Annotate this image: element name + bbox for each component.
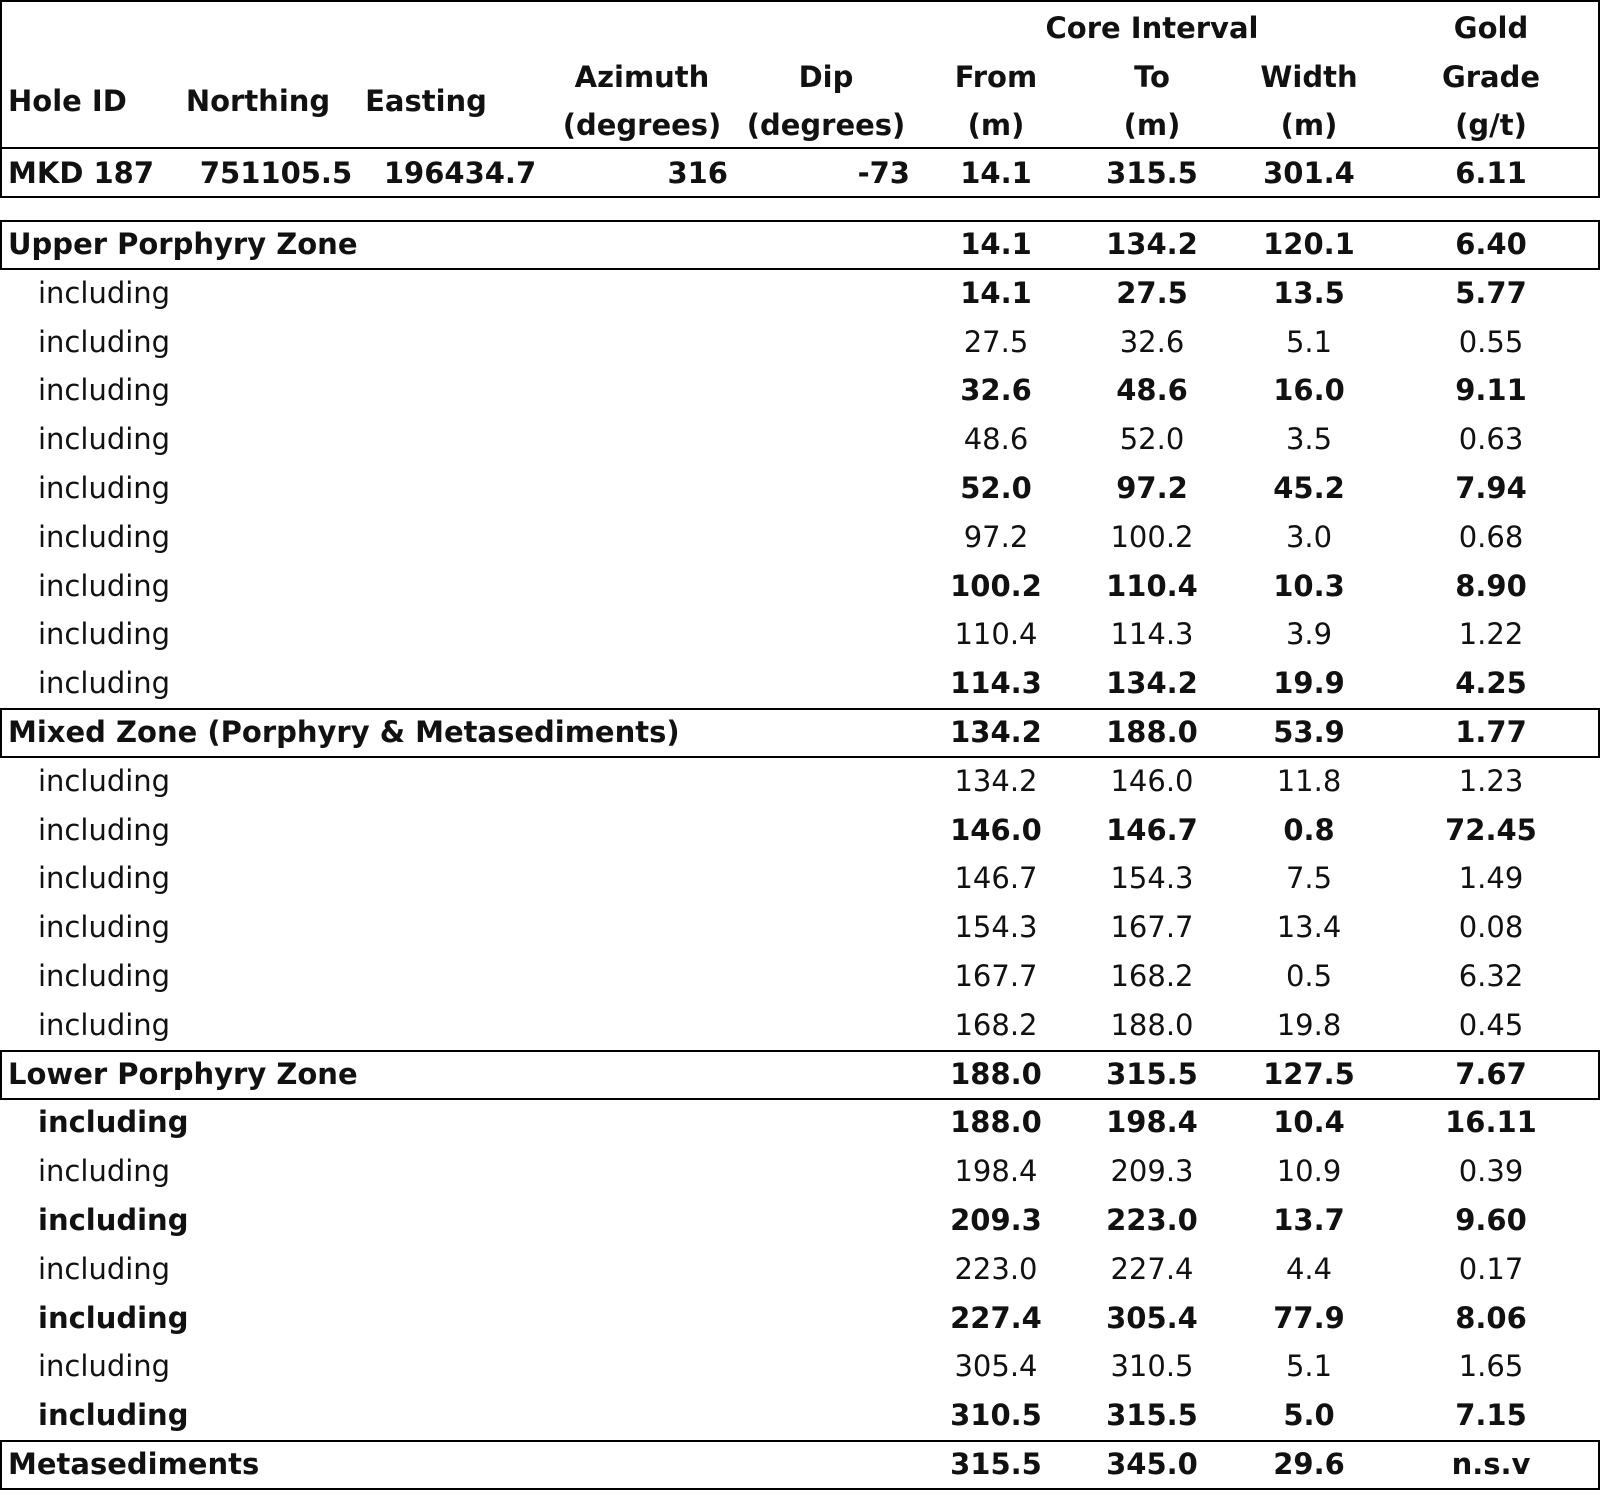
from-cell: 198.4 bbox=[954, 1154, 1038, 1188]
to-cell: 100.2 bbox=[1110, 520, 1194, 554]
grade-cell: 0.55 bbox=[1458, 325, 1524, 359]
grade-cell: 72.45 bbox=[1445, 813, 1537, 847]
grade-cell: 1.77 bbox=[1455, 715, 1527, 749]
from-cell: 14.1 bbox=[960, 227, 1032, 261]
width-cell: 29.6 bbox=[1273, 1447, 1345, 1481]
grade-cell: 5.77 bbox=[1455, 276, 1527, 310]
width-cell: 5.0 bbox=[1283, 1398, 1335, 1432]
header-hole-id: Hole ID bbox=[8, 84, 127, 118]
grade-cell: 0.08 bbox=[1458, 910, 1524, 944]
from-cell: 134.2 bbox=[954, 764, 1038, 798]
to-cell: 134.2 bbox=[1106, 227, 1198, 261]
hole-dip: -73 bbox=[857, 156, 910, 190]
grade-cell: 9.60 bbox=[1455, 1203, 1527, 1237]
hole-id: MKD 187 bbox=[8, 156, 155, 190]
including-label: including bbox=[38, 471, 171, 505]
width-cell: 53.9 bbox=[1273, 715, 1345, 749]
including-label: including bbox=[38, 1154, 171, 1188]
width-cell: 13.4 bbox=[1276, 910, 1342, 944]
to-cell: 188.0 bbox=[1106, 715, 1198, 749]
from-cell: 114.3 bbox=[950, 666, 1042, 700]
width-cell: 7.5 bbox=[1285, 861, 1333, 895]
grade-cell: 1.65 bbox=[1458, 1349, 1524, 1383]
hole-northing: 751105.5 bbox=[199, 156, 353, 190]
grade-cell: 1.23 bbox=[1458, 764, 1524, 798]
width-cell: 3.5 bbox=[1285, 422, 1333, 456]
width-cell: 3.0 bbox=[1285, 520, 1333, 554]
from-cell: 27.5 bbox=[963, 325, 1029, 359]
to-cell: 227.4 bbox=[1110, 1252, 1194, 1286]
from-cell: 209.3 bbox=[950, 1203, 1042, 1237]
to-cell: 209.3 bbox=[1110, 1154, 1194, 1188]
width-cell: 10.4 bbox=[1273, 1105, 1345, 1139]
to-cell: 168.2 bbox=[1110, 959, 1194, 993]
hole-from: 14.1 bbox=[960, 156, 1032, 190]
to-cell: 188.0 bbox=[1110, 1008, 1194, 1042]
grade-cell: 0.17 bbox=[1458, 1252, 1524, 1286]
from-cell: 167.7 bbox=[954, 959, 1038, 993]
width-cell: 10.9 bbox=[1276, 1154, 1342, 1188]
hole-grade: 6.11 bbox=[1455, 156, 1527, 190]
hole-easting: 196434.7 bbox=[383, 156, 537, 190]
to-cell: 154.3 bbox=[1110, 861, 1194, 895]
from-cell: 310.5 bbox=[950, 1398, 1042, 1432]
including-label: including bbox=[38, 1105, 189, 1139]
grade-cell: n.s.v bbox=[1451, 1447, 1531, 1481]
to-cell: 146.7 bbox=[1106, 813, 1198, 847]
width-cell: 4.4 bbox=[1285, 1252, 1333, 1286]
from-cell: 134.2 bbox=[950, 715, 1042, 749]
including-label: including bbox=[38, 617, 171, 651]
to-cell: 32.6 bbox=[1119, 325, 1185, 359]
to-cell: 114.3 bbox=[1110, 617, 1194, 651]
grade-cell: 9.11 bbox=[1455, 373, 1527, 407]
width-cell: 16.0 bbox=[1273, 373, 1345, 407]
from-cell: 48.6 bbox=[963, 422, 1029, 456]
zone-label: Lower Porphyry Zone bbox=[8, 1057, 358, 1091]
width-cell: 19.9 bbox=[1273, 666, 1345, 700]
width-cell: 5.1 bbox=[1285, 1349, 1333, 1383]
to-cell: 305.4 bbox=[1106, 1301, 1198, 1335]
width-cell: 45.2 bbox=[1273, 471, 1345, 505]
header-from: From bbox=[954, 60, 1038, 94]
header-dip-unit: (degrees) bbox=[746, 108, 906, 142]
to-cell: 97.2 bbox=[1116, 471, 1188, 505]
including-label: including bbox=[38, 1252, 171, 1286]
hole-azimuth: 316 bbox=[667, 156, 728, 190]
including-label: including bbox=[38, 959, 171, 993]
to-cell: 27.5 bbox=[1116, 276, 1188, 310]
header-from-unit: (m) bbox=[967, 108, 1025, 142]
including-label: including bbox=[38, 813, 171, 847]
header-easting: Easting bbox=[365, 84, 487, 118]
from-cell: 168.2 bbox=[954, 1008, 1038, 1042]
grade-cell: 8.90 bbox=[1455, 569, 1527, 603]
to-cell: 134.2 bbox=[1106, 666, 1198, 700]
grade-cell: 6.32 bbox=[1458, 959, 1524, 993]
including-label: including bbox=[38, 910, 171, 944]
to-cell: 167.7 bbox=[1110, 910, 1194, 944]
from-cell: 188.0 bbox=[950, 1057, 1042, 1091]
header-grade-unit: (g/t) bbox=[1455, 108, 1527, 142]
to-cell: 345.0 bbox=[1106, 1447, 1198, 1481]
hole-to: 315.5 bbox=[1106, 156, 1198, 190]
grade-cell: 1.49 bbox=[1458, 861, 1524, 895]
header-width-unit: (m) bbox=[1280, 108, 1338, 142]
from-cell: 14.1 bbox=[960, 276, 1032, 310]
grade-cell: 7.67 bbox=[1455, 1057, 1527, 1091]
to-cell: 223.0 bbox=[1106, 1203, 1198, 1237]
hole-width: 301.4 bbox=[1263, 156, 1355, 190]
width-cell: 19.8 bbox=[1276, 1008, 1342, 1042]
from-cell: 154.3 bbox=[954, 910, 1038, 944]
zone-label: Mixed Zone (Porphyry & Metasediments) bbox=[8, 715, 680, 749]
grade-cell: 8.06 bbox=[1455, 1301, 1527, 1335]
to-cell: 110.4 bbox=[1106, 569, 1198, 603]
from-cell: 146.0 bbox=[950, 813, 1042, 847]
grade-cell: 0.68 bbox=[1458, 520, 1524, 554]
from-cell: 146.7 bbox=[954, 861, 1038, 895]
including-label: including bbox=[38, 325, 171, 359]
including-label: including bbox=[38, 764, 171, 798]
including-label: including bbox=[38, 1008, 171, 1042]
grade-cell: 0.63 bbox=[1458, 422, 1524, 456]
header-grade: Grade bbox=[1441, 60, 1541, 94]
to-cell: 52.0 bbox=[1119, 422, 1185, 456]
from-cell: 315.5 bbox=[950, 1447, 1042, 1481]
grade-cell: 1.22 bbox=[1458, 617, 1524, 651]
grade-cell: 4.25 bbox=[1455, 666, 1527, 700]
zone-label: Metasediments bbox=[8, 1447, 260, 1481]
width-cell: 0.5 bbox=[1285, 959, 1333, 993]
from-cell: 227.4 bbox=[950, 1301, 1042, 1335]
to-cell: 315.5 bbox=[1106, 1057, 1198, 1091]
including-label: including bbox=[38, 276, 171, 310]
header-to-unit: (m) bbox=[1123, 108, 1181, 142]
from-cell: 100.2 bbox=[950, 569, 1042, 603]
width-cell: 77.9 bbox=[1273, 1301, 1345, 1335]
width-cell: 13.5 bbox=[1273, 276, 1345, 310]
header-gold: Gold bbox=[1453, 11, 1529, 45]
to-cell: 146.0 bbox=[1110, 764, 1194, 798]
from-cell: 305.4 bbox=[954, 1349, 1038, 1383]
width-cell: 11.8 bbox=[1276, 764, 1342, 798]
including-label: including bbox=[38, 1301, 189, 1335]
including-label: including bbox=[38, 666, 171, 700]
header-azimuth-unit: (degrees) bbox=[562, 108, 722, 142]
from-cell: 110.4 bbox=[954, 617, 1038, 651]
including-label: including bbox=[38, 1349, 171, 1383]
header-width: Width bbox=[1260, 60, 1358, 94]
from-cell: 52.0 bbox=[960, 471, 1032, 505]
including-label: including bbox=[38, 861, 171, 895]
width-cell: 10.3 bbox=[1273, 569, 1345, 603]
grade-cell: 0.45 bbox=[1458, 1008, 1524, 1042]
header-azimuth: Azimuth bbox=[574, 60, 710, 94]
header-northing: Northing bbox=[185, 84, 331, 118]
including-label: including bbox=[38, 1203, 189, 1237]
grade-cell: 6.40 bbox=[1455, 227, 1527, 261]
from-cell: 97.2 bbox=[963, 520, 1029, 554]
including-label: including bbox=[38, 1398, 189, 1432]
from-cell: 32.6 bbox=[960, 373, 1032, 407]
header-to: To bbox=[1134, 60, 1170, 94]
to-cell: 310.5 bbox=[1110, 1349, 1194, 1383]
to-cell: 48.6 bbox=[1116, 373, 1188, 407]
including-label: including bbox=[38, 520, 171, 554]
header-core-interval: Core Interval bbox=[1045, 11, 1259, 45]
width-cell: 13.7 bbox=[1273, 1203, 1345, 1237]
zone-label: Upper Porphyry Zone bbox=[8, 227, 358, 261]
width-cell: 127.5 bbox=[1263, 1057, 1355, 1091]
width-cell: 0.8 bbox=[1283, 813, 1335, 847]
including-label: including bbox=[38, 569, 171, 603]
header-dip: Dip bbox=[798, 60, 854, 94]
to-cell: 198.4 bbox=[1106, 1105, 1198, 1139]
grade-cell: 0.39 bbox=[1458, 1154, 1524, 1188]
from-cell: 188.0 bbox=[950, 1105, 1042, 1139]
including-label: including bbox=[38, 373, 171, 407]
grade-cell: 7.94 bbox=[1455, 471, 1527, 505]
including-label: including bbox=[38, 422, 171, 456]
width-cell: 3.9 bbox=[1285, 617, 1333, 651]
to-cell: 315.5 bbox=[1106, 1398, 1198, 1432]
width-cell: 5.1 bbox=[1285, 325, 1333, 359]
grade-cell: 16.11 bbox=[1445, 1105, 1537, 1139]
from-cell: 223.0 bbox=[954, 1252, 1038, 1286]
grade-cell: 7.15 bbox=[1455, 1398, 1527, 1432]
width-cell: 120.1 bbox=[1263, 227, 1355, 261]
